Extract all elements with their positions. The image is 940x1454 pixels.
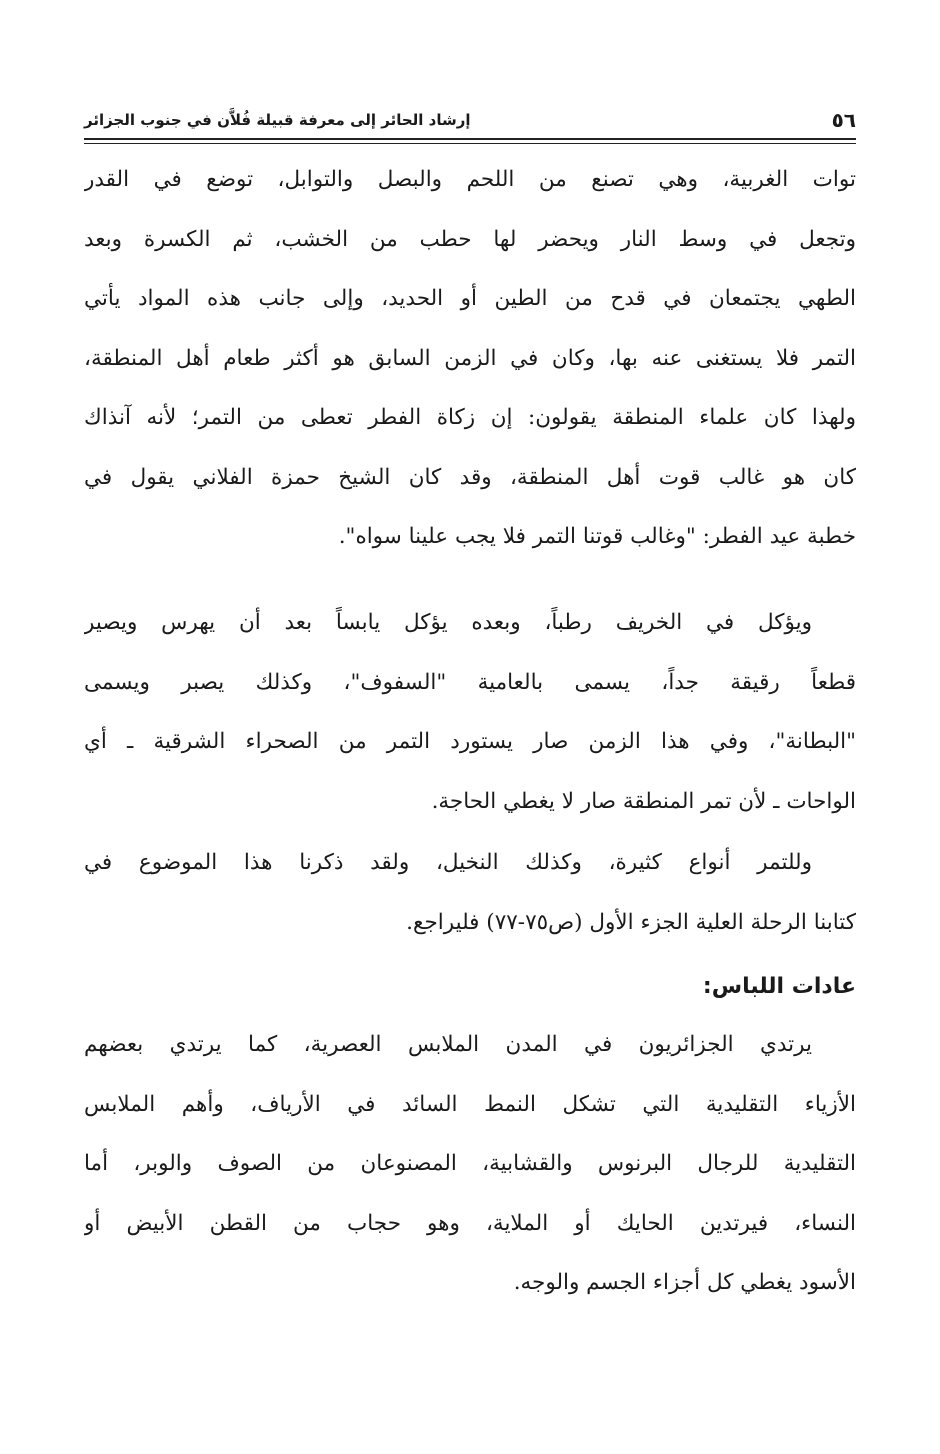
book-page <box>84 0 856 1454</box>
text-line: كتابنا الرحلة العلية الجزء الأول (ص٧٥-٧٧) فليراجع. <box>406 909 856 935</box>
text-line: ويؤكل في الخريف رطباً، وبعده يؤكل يابساً بعد أن يهرس ويصير <box>84 610 812 635</box>
text-line: قطعاً رقيقة جداً، يسمى بالعامية "السفوف"، وكذلك يصبر ويسمى <box>84 669 856 695</box>
running-title: إرشاد الحائر إلى معرفة قبيلة فُلاَّن في جنوب الجزائر <box>84 111 471 129</box>
text-line: الطهي يجتمعان في قدح من الطين أو الحديد، وإلى جانب هذه المواد يأتي <box>84 286 856 311</box>
text-line: كان هو غالب قوت أهل المنطقة، وقد كان الشيخ حمزة الفلاني يقول في <box>84 464 856 490</box>
text-line: "البطانة"، وفي هذا الزمن صار يستورد التمر من الصحراء الشرقية ـ أي <box>84 729 856 754</box>
header-rule-thin <box>84 143 856 144</box>
section-heading-clothing: عادات اللباس: <box>702 974 856 999</box>
text-line: الأزياء التقليدية التي تشكل النمط السائد في الأرياف، وأهم الملابس <box>84 1091 856 1117</box>
text-line: التمر فلا يستغنى عنه بها، وكان في الزمن السابق هو أكثر طعام أهل المنطقة، <box>84 345 856 371</box>
page-number: ٥٦ <box>831 108 856 132</box>
text-line: خطبة عيد الفطر: "وغالب قوتنا التمر فلا يجب علينا سواه". <box>338 524 856 549</box>
paragraph-dates-types <box>84 833 856 952</box>
header-rule-thick <box>84 138 856 140</box>
text-line: يرتدي الجزائريون في المدن الملابس العصرية، كما يرتدي بعضهم <box>84 1032 812 1057</box>
text-line: وللتمر أنواع كثيرة، وكذلك النخيل، ولقد ذكرنا هذا الموضوع في <box>84 850 812 875</box>
paragraph-clothing <box>84 1015 856 1313</box>
text-line: توات الغربية، وهي تصنع من اللحم والبصل والتوابل، توضع في القدر <box>84 167 856 192</box>
text-line: ولهذا كان علماء المنطقة يقولون: إن زكاة الفطر تعطى من التمر؛ لأنه آنذاك <box>84 405 856 430</box>
text-line: التقليدية للرجال البرنوس والقشابية، المصنوعان من الصوف والوبر، أما <box>84 1151 856 1176</box>
text-line: الأسود يغطي كل أجزاء الجسم والوجه. <box>513 1270 856 1295</box>
text-line: وتجعل في وسط النار ويحضر لها حطب من الخشب، ثم الكسرة وبعد <box>84 226 856 252</box>
paragraph-dates-food <box>84 150 856 567</box>
paragraph-dates-eating <box>84 593 856 831</box>
text-line: الواحات ـ لأن تمر المنطقة صار لا يغطي الحاجة. <box>431 788 856 814</box>
running-header <box>84 100 856 140</box>
text-line: النساء، فيرتدين الحايك أو الملاية، وهو حجاب من القطن الأبيض أو <box>84 1210 856 1236</box>
